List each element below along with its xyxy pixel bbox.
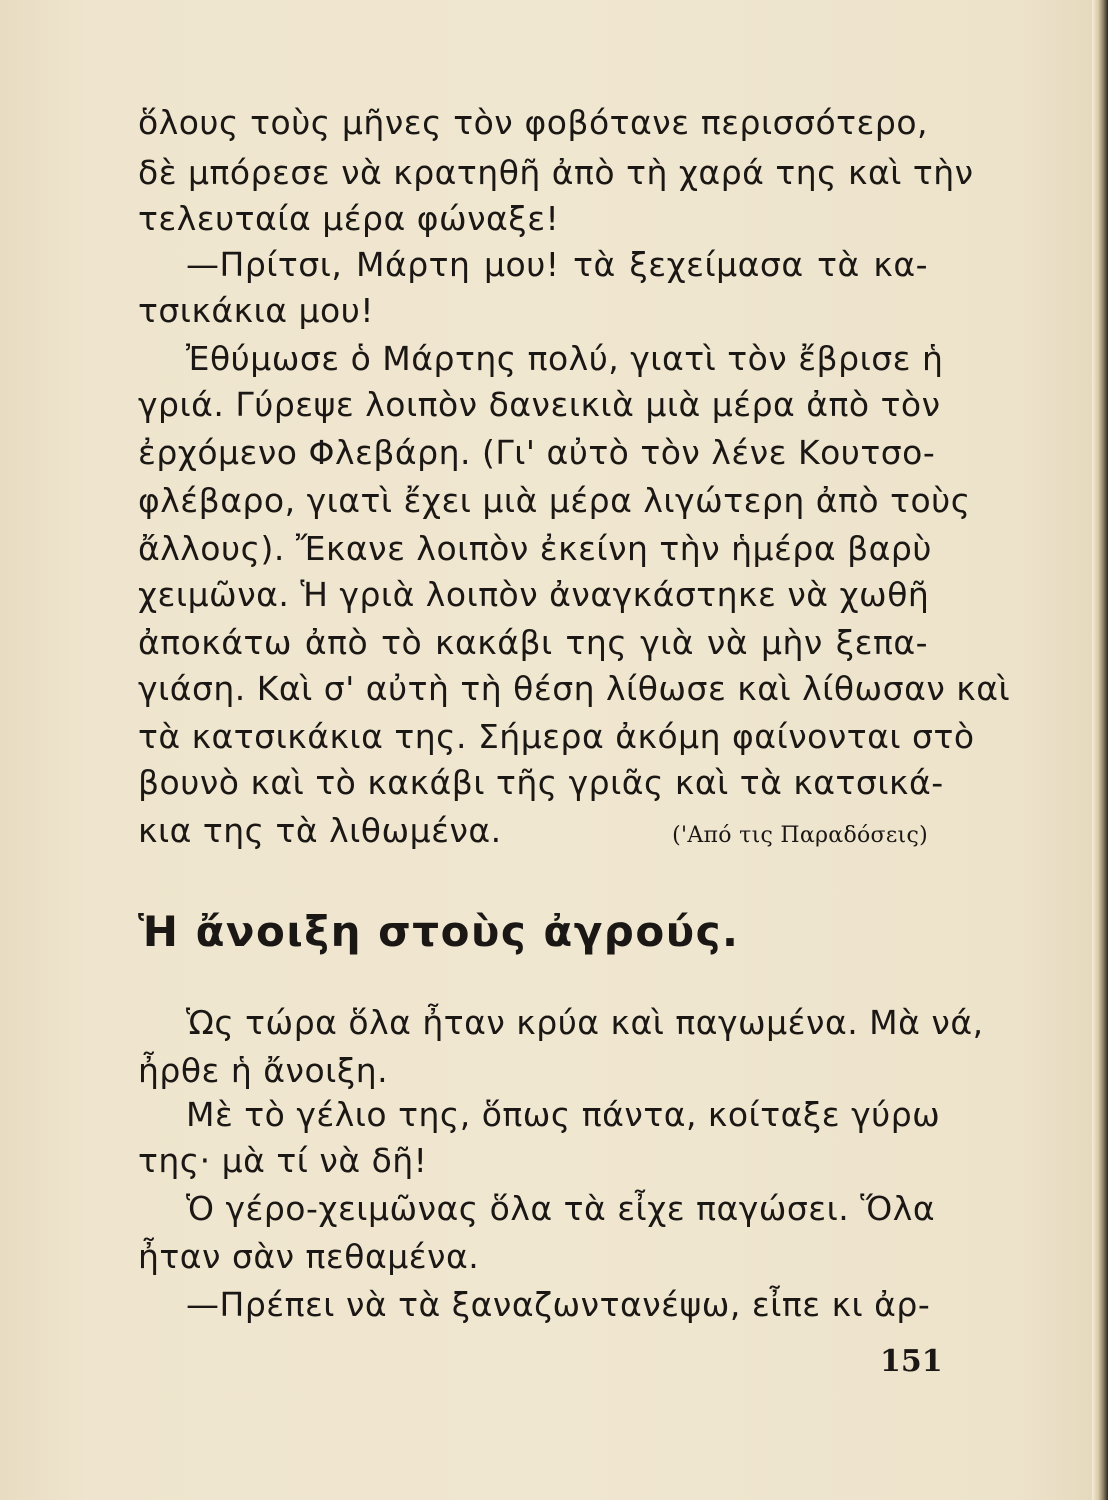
text-line: της· μὰ τί νὰ δῆ!: [138, 1141, 428, 1180]
text-line: ἦρθε ἡ ἄνοιξη.: [138, 1051, 389, 1090]
text-line: —Πρέπει νὰ τὰ ξαναζωντανέψω, εἶπε κι ἀρ-: [186, 1285, 931, 1324]
text-line: τσικάκια μου!: [138, 291, 375, 330]
text-line: ἦταν σὰν πεθαμένα.: [138, 1237, 480, 1276]
text-line: δὲ μπόρεσε νὰ κρατηθῆ ἀπὸ τὴ χαρά της καὶ τὴν: [138, 153, 974, 192]
text-line: ἀποκάτω ἀπὸ τὸ κακάβι της γιὰ νὰ μὴν ξεπα-: [138, 623, 928, 662]
page-edge-shadow: [1092, 0, 1108, 1500]
text-line: Ὡς τώρα ὅλα ἦταν κρύα καὶ παγωμένα. Μὰ νά,: [186, 1003, 984, 1042]
text-line: φλέβαρο, γιατὶ ἔχει μιὰ μέρα λιγώτερη ἀπὸ τοὺς: [138, 481, 971, 520]
text-line: χειμῶνα. Ἡ γριὰ λοιπὸν ἀναγκάστηκε νὰ χωθῆ: [138, 575, 930, 614]
text-line: ἄλλους). Ἔκανε λοιπὸν ἐκείνη τὴν ἡμέρα βαρὺ: [138, 529, 932, 568]
text-line-final: κια της τὰ λιθωμένα.: [138, 811, 502, 850]
text-line: γιάση. Καὶ σ' αὐτὴ τὴ θέση λίθωσε καὶ λίθωσαν καὶ: [138, 669, 1011, 708]
text-line: Ἐθύμωσε ὁ Μάρτης πολύ, γιατὶ τὸν ἔβρισε ἡ: [186, 339, 944, 378]
text-line: τὰ κατσικάκια της. Σήμερα ἀκόμη φαίνονται στὸ: [138, 717, 975, 756]
text-line: Ὁ γέρο-χειμῶνας ὅλα τὰ εἶχε παγώσει. Ὅλα: [186, 1189, 936, 1228]
text-line: βουνὸ καὶ τὸ κακάβι τῆς γριᾶς καὶ τὰ κατσικά-: [138, 763, 944, 802]
text-line: Μὲ τὸ γέλιο της, ὅπως πάντα, κοίταξε γύρω: [186, 1095, 941, 1134]
text-line: ὅλους τοὺς μῆνες τὸν φοβότανε περισσότερο,: [138, 103, 928, 142]
text-line: γριά. Γύρεψε λοιπὸν δανεικιὰ μιὰ μέρα ἀπὸ τὸν: [138, 385, 941, 424]
source-line: [138, 808, 928, 859]
text-line: —Πρίτσι, Μάρτη μου! τὰ ξεχείμασα τὰ κα-: [186, 245, 928, 284]
page-number: 151: [880, 1344, 943, 1379]
text-line: ἐρχόμενο Φλεβάρη. (Γι' αὐτὸ τὸν λένε Κουτσο-: [138, 433, 936, 472]
text-line: τελευταία μέρα φώναξε!: [138, 199, 560, 238]
source-citation: ('Από τις Παραδόσεις): [672, 823, 928, 848]
section-heading: Ἡ ἄνοιξη στοὺς ἀγρούς.: [138, 907, 740, 956]
